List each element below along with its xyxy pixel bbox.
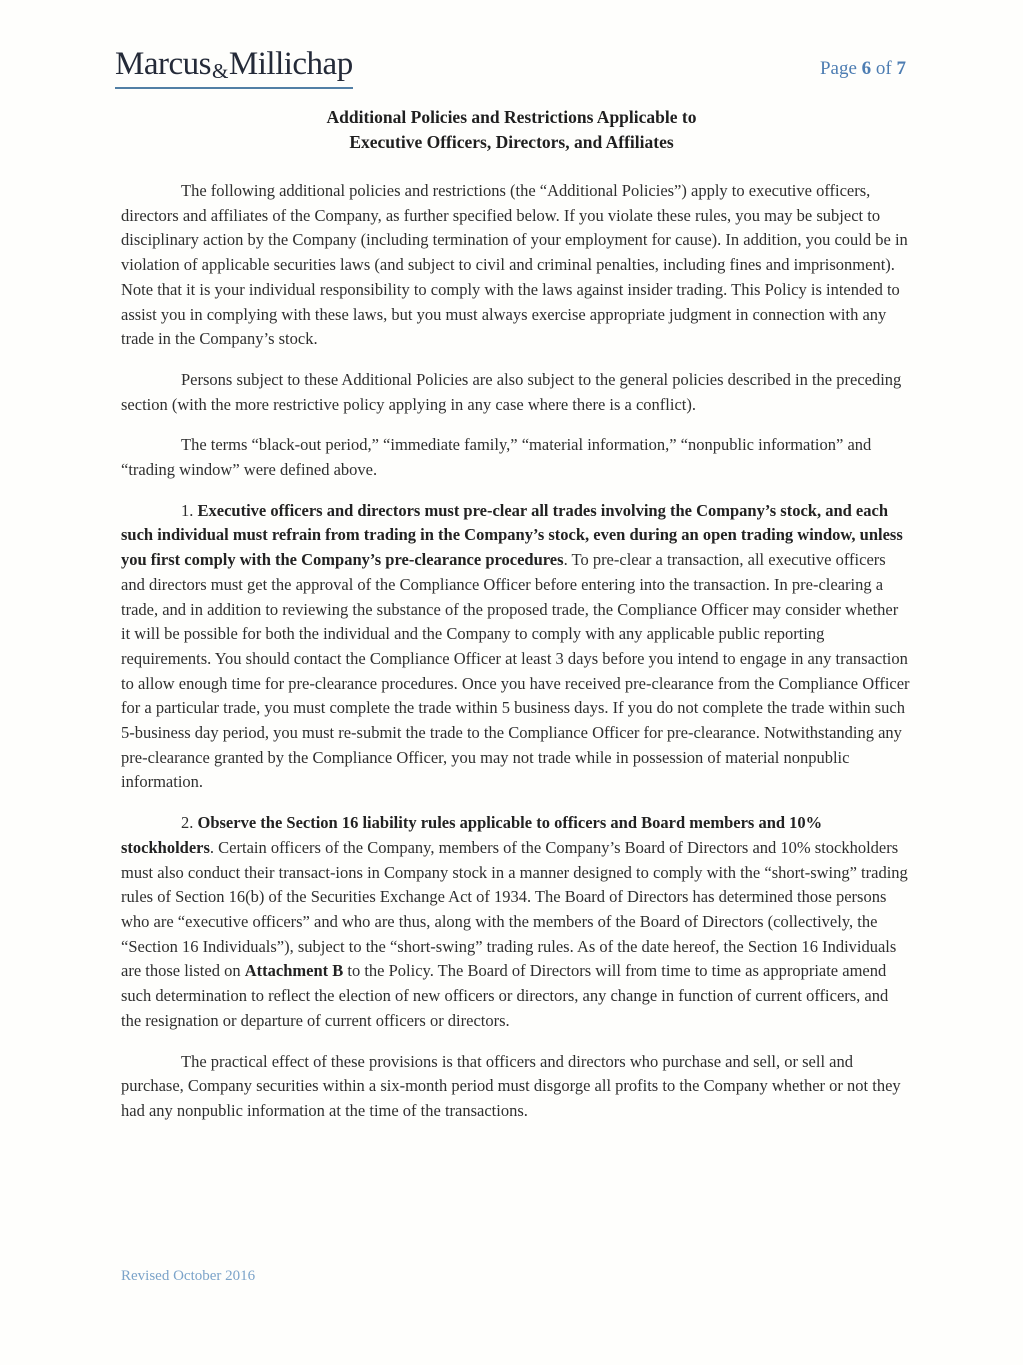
defined-terms-paragraph: The terms “black-out period,” “immediate family,” “material information,” “nonpublic information” and “trading window” were defined above.: [121, 435, 872, 480]
page-footer: [121, 1268, 255, 1285]
practical-effect-paragraph: The practical effect of these provisions is that officers and directors who purchase and sell, or sell and purchase, Company securities within a six-month period must disgorge all profits to the Company whether or not they had any nonpublic information at the time of the transactions.: [121, 1051, 901, 1120]
page-indicator: [820, 58, 906, 80]
item-1-bold-lead: Executive officers and directors must pre-clear all trades involving the Company’s stock, and each such individual must refrain from trading in the Company’s stock, even during an open trading window, unless you first comply with the Company’s pre-clearance procedures: [121, 500, 903, 570]
item-1-body-text: . To pre-clear a transaction, all executive officers and directors must get the approval of the Compliance Officer before entering into the transaction. In pre-clearing a trade, and in addition to reviewing the substance of the proposed trade, the Compliance Officer may consider whether it will be possible for both the individual and the Company to comply with any applicable public reporting requirements. You should contact the Compliance Officer at least 3 days before you intend to engage in any transaction to allow enough time for pre-clearance procedures. Once you have received pre-clearance from the Compliance Officer for a particular trade, you must complete the trade within 5 business days. If you do not complete the trade within such 5-business day period, you must re-submit the trade to the Compliance Officer for pre-clearance. Notwithstanding any pre-clearance granted by the Compliance Officer, you may not trade while in possession of material nonpublic information.: [121, 550, 910, 792]
attachment-b-reference: Attachment B: [244, 961, 344, 981]
item-2-bold-lead: Observe the Section 16 liability rules applicable to officers and Board members and 10% stockholders: [121, 813, 823, 857]
logo-ampersand: &: [211, 58, 228, 83]
item-2-body-text-b: to the Policy. The Board of Directors will from time to time as appropriate amend such determination to reflect the election of new officers or directors, any change in function of current officers, and the resignation or departure of current officers or directors.: [121, 961, 889, 1030]
item-1-number: 1.: [181, 500, 198, 520]
general-policies-paragraph: Persons subject to these Additional Policies are also subject to the general policies described in the preceding section (with the more restrictive policy applying in any case where there is a conflict).: [121, 369, 902, 414]
intro-paragraph: The following additional policies and restrictions (the “Additional Policies”) apply to executive officers, directors and affiliates of the Company, as further specified below. If you violate these rules, you may be subject to disciplinary action by the Company (including termination of your employment for cause). In addition, you could be in violation of applicable securities laws (and subject to civil and criminal penalties, including fines and imprisonment). Note that it is your individual responsibility to comply with the laws against insider trading. This Policy is intended to assist you in complying with these laws, but you must always exercise appropriate judgment in connection with any trade in the Company’s stock.: [121, 181, 908, 349]
revision-note: Revised October 2016: [121, 1268, 256, 1284]
policy-item-2: [121, 811, 911, 1033]
document-title-line-1: Additional Policies and Restrictions Applicable to: [326, 107, 697, 127]
item-2-number: 2.: [181, 813, 198, 833]
page-header: [0, 0, 1023, 89]
page-number-current: 6: [861, 58, 872, 79]
document-body: [0, 155, 1023, 1124]
page-indicator-separator: of: [871, 58, 897, 79]
page-number-total: 7: [896, 58, 906, 79]
document-title-line-2: Executive Officers, Directors, and Affiliates: [349, 132, 674, 152]
logo-wordmark: [115, 48, 353, 81]
item-2-body-text-a: . Certain officers of the Company, members of the Company’s Board of Directors and 10% stockholders must also conduct their transact-ions in Company stock in a manner designed to comply with the “short-swing” trading rules of Section 16(b) of the Securities Exchange Act of 1934. The Board of Directors has determined those persons who are “executive officers” and who are thus, along with the members of the Board of Directors (collectively, the “Section 16 Individuals”), subject to the “short-swing” trading rules. As of the date hereof, the Section 16 Individuals are those listed on: [121, 837, 908, 981]
logo-word-marcus: Marcus: [115, 46, 211, 82]
marcus-millichap-logo: [115, 48, 353, 89]
document-title: [0, 105, 1023, 155]
policy-item-1: [121, 499, 911, 795]
page-indicator-prefix: Page: [819, 58, 862, 79]
logo-word-millichap: Millichap: [228, 46, 353, 82]
logo-underline: [115, 87, 353, 89]
